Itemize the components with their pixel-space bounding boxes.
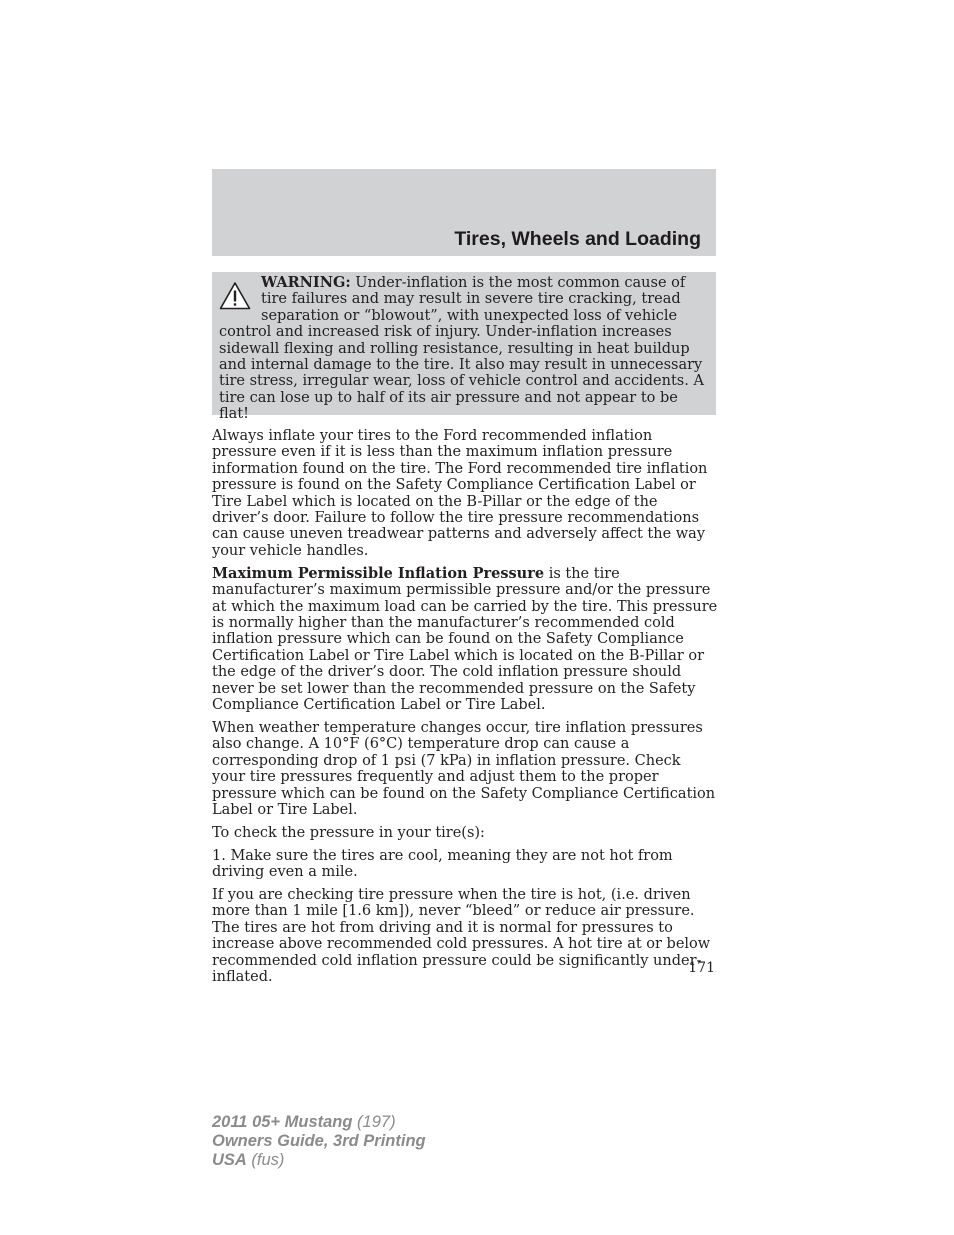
section-title: Tires, Wheels and Loading xyxy=(454,228,701,250)
paragraph-check-intro: To check the pressure in your tire(s): xyxy=(212,824,485,841)
warning-box xyxy=(212,272,716,423)
footer-model-code: (197) xyxy=(352,1113,396,1131)
footer-market: USA xyxy=(212,1151,247,1169)
warning-triangle-icon xyxy=(219,281,251,311)
warning-label: WARNING: xyxy=(261,274,351,291)
paragraph-step-1: 1. Make sure the tires are cool, meaning they are not hot from driving even a mile. xyxy=(212,847,673,881)
paragraph-hot-tire: If you are checking tire pressure when the tire is hot, (i.e. driven more than 1 mile [1.6 km]), never “bleed” or reduce air pressure. The tires are hot from driving and it is normal for pressures to increase above recommended cold pressures. A hot tire at or below recommended cold inflation pressure could be significantly under-inflated. xyxy=(212,887,711,986)
section-header-band xyxy=(212,169,716,256)
footer-market-code: (fus) xyxy=(246,1151,285,1169)
paragraph-recommended-pressure: Always inflate your tires to the Ford recommended inflation pressure even if it is less than the maximum inflation pressure information found on the tire. The Ford recommended tire inflation pressure is found on the Safety Compliance Certification Label or Tire Label which is located on the B-Pillar or the edge of the driver’s door. Failure to follow the tire pressure recommendations can cause uneven treadwear patterns and adversely affect the way your vehicle handles. xyxy=(212,428,708,559)
footer-line-2 xyxy=(212,1132,426,1151)
warning-text xyxy=(219,275,708,423)
warning-body: Under-inflation is the most common cause of tire failures and may result in severe tire cracking, tread separation or “blowout”, with unexpected loss of vehicle control and increased risk of injury. Under-inflation increases sidewall flexing and rolling resistance, resulting in heat buildup and internal damage to the tire. It also may result in unnecessary tire stress, irregular wear, loss of vehicle control and accidents. A tire can lose up to half of its air pressure and not appear to be flat! xyxy=(219,275,704,423)
footer-line-3 xyxy=(212,1151,426,1170)
term-maximum-permissible-inflation-pressure: Maximum Permissible Inflation Pressure xyxy=(212,564,545,582)
footer-publication-info xyxy=(212,1113,426,1170)
paragraph-temperature: When weather temperature changes occur, tire inflation pressures also change. A 10°F (6°C) temperature drop can cause a corresponding drop of 1 psi (7 kPa) in inflation pressure. Check your tire pressures frequently and adjust them to the proper pressure which can be found on the Safety Compliance Certification Label or Tire Label. xyxy=(212,719,716,818)
footer-line-1 xyxy=(212,1113,426,1132)
footer-guide-edition: Owners Guide, 3rd Printing xyxy=(212,1132,426,1150)
paragraph-maximum-pressure-text: is the tire manufacturer’s maximum permissible pressure and/or the pressure at which the maximum load can be carried by the tire. This pressure is normally higher than the manufacturer’s recommended cold inflation pressure which can be found on the Safety Compliance Certification Label or Tire Label which is located on the B-Pillar or the edge of the driver’s door. The cold inflation pressure should never be set lower than the recommended pressure on the Safety Compliance Certification Label or Tire Label. xyxy=(212,565,718,713)
footer-model: 2011 05+ Mustang xyxy=(212,1113,353,1131)
page-number: 171 xyxy=(688,960,715,976)
paragraph-maximum-pressure xyxy=(212,566,718,714)
body-content xyxy=(212,428,718,992)
